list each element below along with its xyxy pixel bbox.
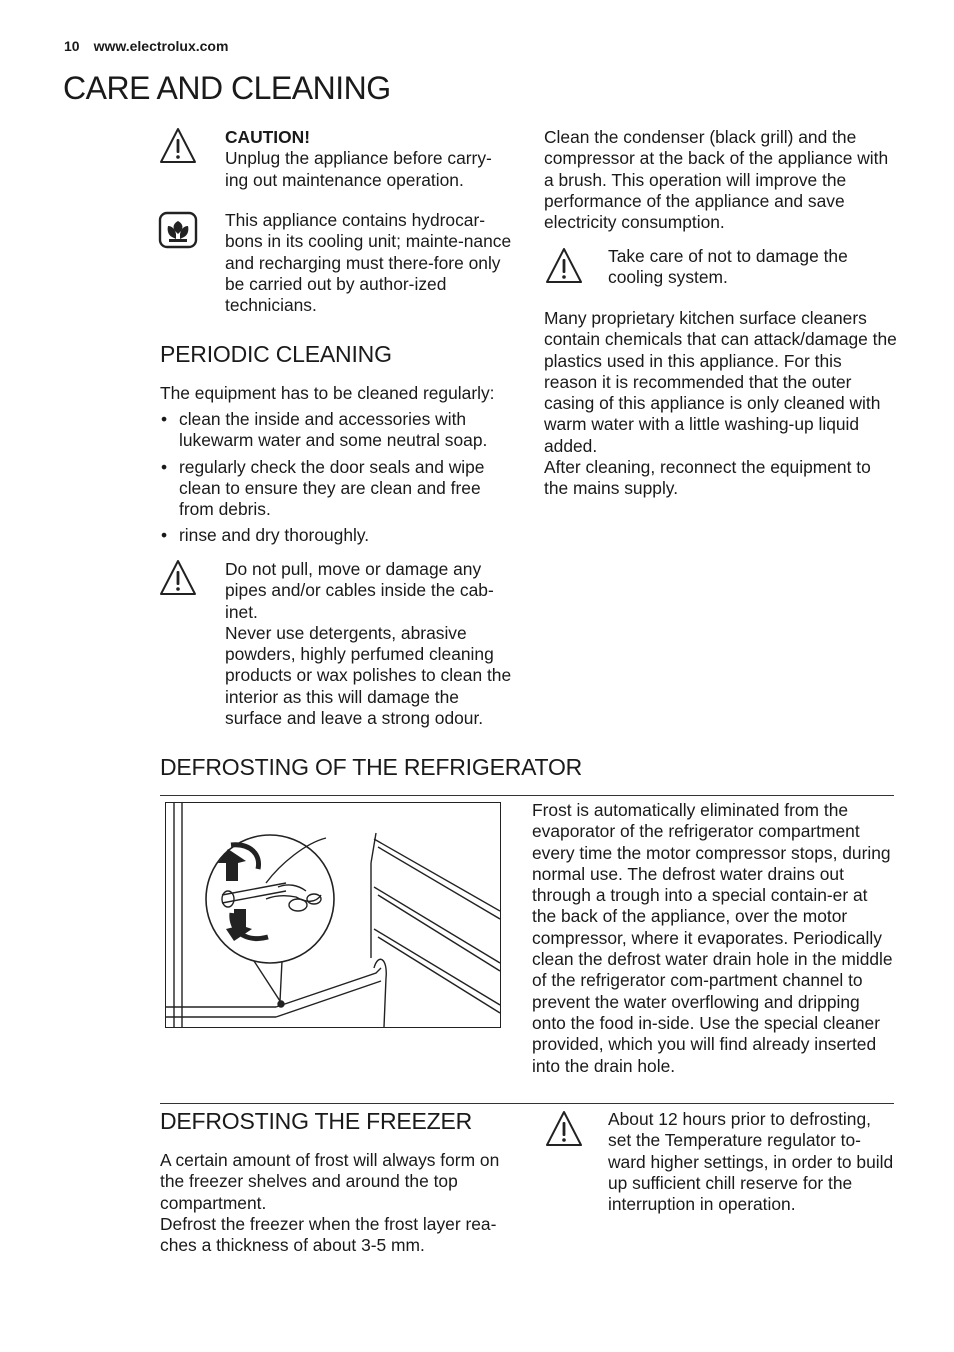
defrost-freezer-text-2: Defrost the freezer when the frost layer rea-ches a thickness of about 3-5 mm. (160, 1213, 497, 1256)
condenser-text: Clean the condenser (black grill) and the compressor at the back of the appliance with a brush. This operation will improve the performance of the appliance and save electricity consumption. (544, 127, 889, 233)
caution-label: CAUTION! (225, 127, 311, 147)
section-divider (160, 795, 894, 796)
environment-icon (158, 211, 198, 249)
defrost-freezer-warning: About 12 hours prior to defrosting, set the Temperature regulator to-ward higher settings, in order to build up sufficient chill reserve for the interruption in operation. (608, 1109, 894, 1215)
periodic-intro: The equipment has to be cleaned regularly: (160, 383, 495, 403)
periodic-bullet-list (160, 409, 505, 552)
page-header (64, 38, 228, 54)
hydrocarbon-note: This appliance contains hydrocar-bons in its cooling unit; mainte-nance and recharging must there-fore only be carried out by author-ized technicians. (225, 210, 512, 316)
drain-hole-illustration (165, 802, 501, 1028)
header-url: www.electrolux.com (93, 38, 229, 54)
reconnect-paragraph: After cleaning, reconnect the equipment to the mains supply. (544, 457, 871, 499)
periodic-warning-1: Do not pull, move or damage any pipes and/or cables inside the cab-inet. (225, 559, 494, 622)
defrost-fridge-heading: DEFROSTING OF THE REFRIGERATOR (160, 754, 583, 780)
cooling-warning: Take care of not to damage the cooling system. (608, 246, 848, 288)
fridge-interior-drawing (166, 803, 500, 1027)
section-divider (160, 1103, 894, 1104)
cleaners-text (544, 308, 898, 500)
periodic-warning (225, 559, 517, 729)
defrost-fridge-text: Frost is automatically eliminated from the evaporator of the refrigerator compartment every time the motor compressor stops, during normal use. The defrost water drains out through a trough into a special contain-er at the back of the appliance, over the motor compressor, where it evaporates. Periodically clean the defrost water drain hole in the middle of the refrigerator com-partment channel to prevent the water overflowing and dripping onto the food in-side. Use the special cleaner provided, which you will find already inserted into the drain hole. (532, 800, 893, 1076)
defrost-freezer-text (160, 1150, 516, 1256)
list-item: • clean the inside and accessories with lukewarm water and some neutral soap. (160, 409, 505, 452)
warning-icon (158, 126, 198, 166)
cleaners-paragraph: Many proprietary kitchen surface cleaners contain chemicals that can attack/damage the plastics used in this appliance. For this reason it is recommended that the outer casing of this appliance is only cleaned with warm water with a little washing-up liquid added. (544, 308, 897, 456)
page-number: 10 (64, 38, 80, 54)
defrost-freezer-text-1: A certain amount of frost will always form on the freezer shelves and around the top compartment. (160, 1150, 500, 1213)
defrost-freezer-heading: DEFROSTING THE FREEZER (160, 1108, 473, 1134)
warning-icon (544, 246, 584, 286)
list-item: • rinse and dry thoroughly. (160, 525, 505, 546)
list-item: • regularly check the door seals and wipe clean to ensure they are clean and free from debris. (160, 457, 505, 521)
periodic-warning-2: Never use detergents, abrasive powders, highly perfumed cleaning products or wax polishes to clean the interior as this will damage the surface and leave a strong odour. (225, 622, 512, 729)
caution-block (225, 127, 515, 191)
page-title: CARE AND CLEANING (63, 70, 391, 106)
caution-text: Unplug the appliance before carry-ing out maintenance operation. (225, 148, 492, 190)
warning-icon (158, 558, 198, 598)
periodic-cleaning-heading: PERIODIC CLEANING (160, 341, 392, 367)
warning-icon (544, 1109, 584, 1149)
